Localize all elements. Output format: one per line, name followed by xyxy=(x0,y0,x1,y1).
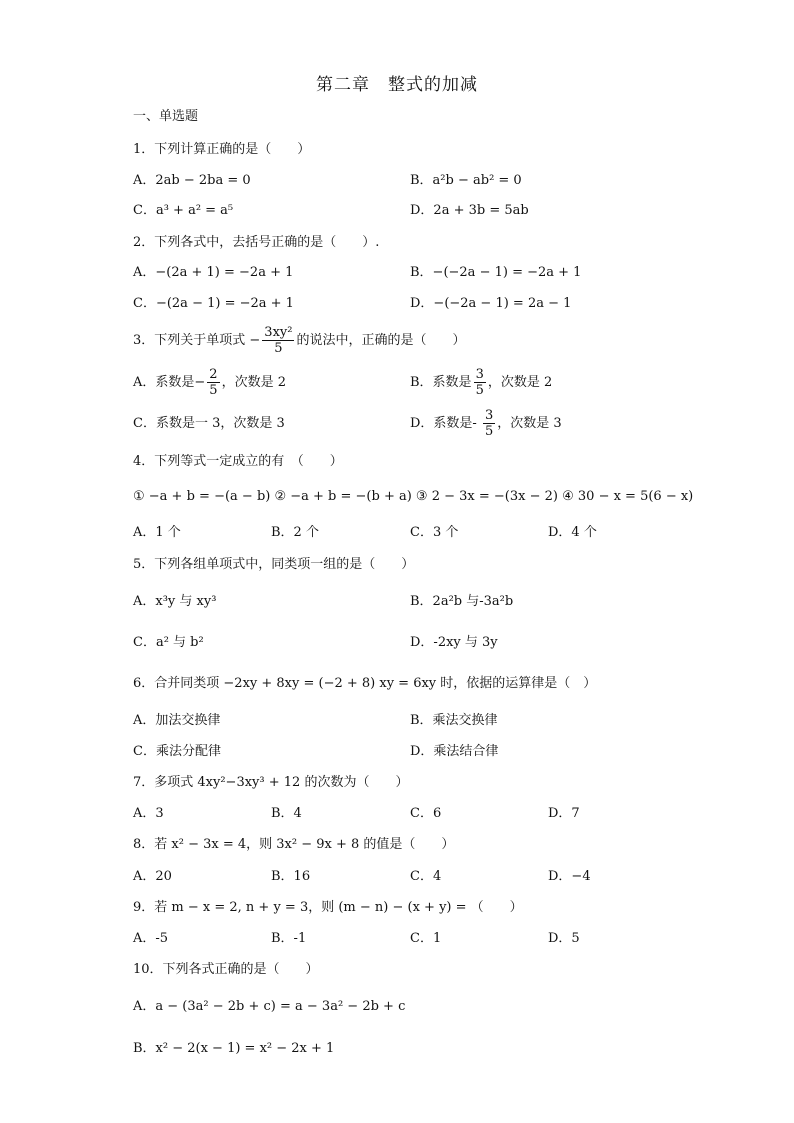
question-8-stem: 8．若 x² − 3x = 4，则 3x² − 9x + 8 的值是（ ） xyxy=(133,837,455,852)
q2-option-a: A．−(2a + 1) = −2a + 1 xyxy=(133,265,294,280)
q7-option-b: B．4 xyxy=(271,806,302,821)
section-heading: 一、单选题 xyxy=(133,109,199,124)
q3-option-b-denominator: 5 xyxy=(475,383,484,398)
q3-stem-denominator: 5 xyxy=(274,341,283,356)
q5-option-c: C．a² 与 b² xyxy=(133,635,204,650)
q5-option-a: A．x³y 与 xy³ xyxy=(133,594,217,609)
question-7-stem: 7．多项式 4xy²−3xy³ + 12 的次数为（ ） xyxy=(133,775,409,790)
q3-option-a-denominator: 5 xyxy=(209,383,218,398)
q9-option-c: C．1 xyxy=(410,931,442,946)
q3-option-d-pre: D．系数是- xyxy=(410,416,481,431)
q2-option-b: B．−(−2a − 1) = −2a + 1 xyxy=(410,265,582,280)
q3-stem-pre: 3．下列关于单项式 − xyxy=(133,333,261,348)
q3-option-b-post: ，次数是 2 xyxy=(487,375,553,390)
q1-option-d: D．2a + 3b = 5ab xyxy=(410,203,529,218)
q3-option-b-fraction xyxy=(474,367,486,398)
q3-option-d xyxy=(410,408,562,439)
page-title: 第二章 整式的加减 xyxy=(316,75,478,95)
q7-option-a: A．3 xyxy=(133,806,164,821)
q10-option-b: B．x² − 2(x − 1) = x² − 2x + 1 xyxy=(133,1041,335,1056)
q4-statements: ① −a + b = −(a − b) ② −a + b = −(b + a) ③ 2 − 3x = −(3x − 2) ④ 30 − x = 5(6 − x) xyxy=(133,489,694,504)
q3-stem-numerator: 3xy² xyxy=(264,325,293,340)
question-2-stem: 2．下列各式中，去括号正确的是（ ）. xyxy=(133,235,380,250)
q3-option-a-post: ，次数是 2 xyxy=(221,375,286,390)
q3-option-a xyxy=(133,367,286,398)
question-1-stem: 1．下列计算正确的是（ ） xyxy=(133,142,311,157)
question-10-stem: 10．下列各式正确的是（ ） xyxy=(133,962,319,977)
q6-option-a: A．加法交换律 xyxy=(133,713,221,728)
q2-option-c: C．−(2a − 1) = −2a + 1 xyxy=(133,296,294,311)
q3-option-b-numerator: 3 xyxy=(475,367,484,382)
q3-option-d-numerator: 3 xyxy=(484,408,494,423)
q3-option-d-post: ，次数是 3 xyxy=(497,416,562,431)
question-6-stem: 6．合并同类项 −2xy + 8xy = (−2 + 8) xy = 6xy 时，依据的运算律是（ ） xyxy=(133,676,597,691)
q8-option-c: C．4 xyxy=(410,869,442,884)
q5-option-d: D．-2xy 与 3y xyxy=(410,635,498,650)
q3-stem-fraction xyxy=(262,325,294,356)
q9-option-d: D．5 xyxy=(548,931,580,946)
q4-option-c: C．3 个 xyxy=(410,525,459,540)
q10-option-a: A．a − (3a² − 2b + c) = a − 3a² − 2b + c xyxy=(133,999,406,1014)
q3-stem-post: 的说法中，正确的是（ ） xyxy=(296,333,466,348)
q4-option-d: D．4 个 xyxy=(548,525,597,540)
q6-option-b: B．乘法交换律 xyxy=(410,713,498,728)
q3-option-a-pre: A．系数是− xyxy=(133,375,206,390)
q8-option-b: B．16 xyxy=(271,869,311,884)
q8-option-a: A．20 xyxy=(133,869,172,884)
q9-option-b: B．-1 xyxy=(271,931,307,946)
q1-option-b: B．a²b − ab² = 0 xyxy=(410,173,522,188)
q3-option-a-numerator: 2 xyxy=(209,367,218,382)
q1-option-a: A．2ab − 2ba = 0 xyxy=(133,173,251,188)
q8-option-d: D．−4 xyxy=(548,869,591,884)
q4-option-b: B．2 个 xyxy=(271,525,319,540)
q2-option-d: D．−(−2a − 1) = 2a − 1 xyxy=(410,296,572,311)
q3-option-d-fraction xyxy=(483,408,495,439)
q3-option-a-fraction xyxy=(207,367,219,398)
question-3-stem xyxy=(133,325,465,356)
question-4-stem: 4．下列等式一定成立的有 （ ） xyxy=(133,454,343,469)
q5-option-b: B．2a²b 与-3a²b xyxy=(410,594,514,609)
q3-option-c: C．系数是一 3，次数是 3 xyxy=(133,416,285,431)
question-9-stem: 9．若 m − x = 2, n + y = 3，则 (m − n) − (x + y) = （ ） xyxy=(133,900,523,915)
question-5-stem: 5．下列各组单项式中，同类项一组的是（ ） xyxy=(133,557,415,572)
q3-option-b-pre: B．系数是 xyxy=(410,375,472,390)
q3-option-b xyxy=(410,367,552,398)
q1-option-c: C．a³ + a² = a⁵ xyxy=(133,203,234,218)
q3-option-d-denominator: 5 xyxy=(484,424,494,439)
q9-option-a: A．-5 xyxy=(133,931,169,946)
q7-option-d: D．7 xyxy=(548,806,580,821)
q6-option-c: C．乘法分配律 xyxy=(133,744,221,759)
q6-option-d: D．乘法结合律 xyxy=(410,744,499,759)
q7-option-c: C．6 xyxy=(410,806,442,821)
q4-option-a: A．1 个 xyxy=(133,525,181,540)
